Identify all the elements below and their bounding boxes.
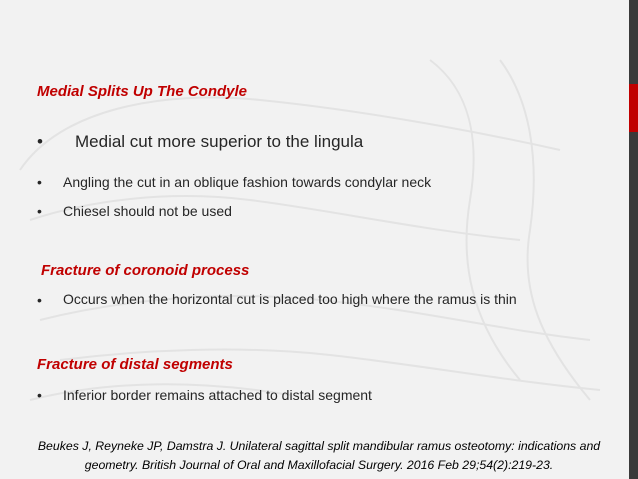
bullet-text: Chiesel should not be used — [63, 203, 232, 219]
bullet-occurs-high-cut — [37, 292, 537, 308]
bullet-text: Medial cut more superior to the lingula — [75, 132, 364, 151]
bullet-glyph: • — [37, 387, 42, 403]
bullet-angling-cut — [37, 174, 431, 190]
bullet-text: Inferior border remains attached to distal segment — [63, 387, 372, 403]
right-accent-bar-red — [629, 84, 638, 132]
heading-medial-splits: Medial Splits Up The Condyle — [37, 83, 248, 100]
bullet-glyph: • — [37, 203, 42, 219]
bullet-glyph: • — [37, 174, 42, 190]
bullet-inferior-border — [37, 387, 372, 403]
bullet-text: Angling the cut in an oblique fashion towards condylar neck — [63, 174, 432, 190]
citation-line-1: Beukes J, Reyneke JP, Damstra J. Unilateral sagittal split mandibular ramus osteotomy: indications and — [37, 439, 601, 453]
heading-distal-fracture: Fracture of distal segments — [37, 356, 233, 373]
bullet-medial-cut — [37, 132, 363, 152]
citation-line-2: geometry. British Journal of Oral and Maxillofacial Surgery. 2016 Feb 29;54(2):219-23. — [84, 458, 554, 472]
citation — [6, 437, 632, 475]
bullet-text: Occurs when the horizontal cut is placed too high where the ramus is thin — [63, 291, 517, 307]
bullet-glyph: • — [37, 132, 43, 151]
bullet-chiesel — [37, 203, 232, 219]
heading-coronoid-fracture: Fracture of coronoid process — [41, 262, 250, 279]
bullet-glyph: • — [37, 292, 42, 308]
right-accent-bar — [629, 0, 638, 479]
